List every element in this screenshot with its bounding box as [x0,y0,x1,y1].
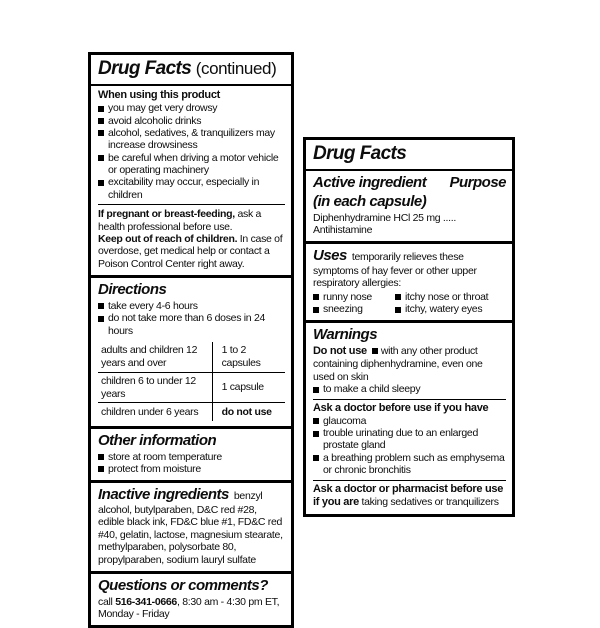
uses-symptoms-grid [313,291,506,316]
bullet-item [98,127,285,152]
bullet-text: a breathing problem such as emphysema or chronic bronchitis [323,451,505,477]
when-using-section [91,86,291,275]
continued-label: (continued) [195,59,277,78]
dose-cell: 1 to 2 capsules [212,342,285,372]
bullet-square-icon [313,307,319,313]
do-not-use-text: with any other product containing diphenhydramine, even one used on skin [313,345,483,383]
ask-pharmacist-paragraph [313,483,506,509]
dose-cell: 1 capsule [212,372,285,403]
questions-heading: Questions or comments? [98,576,268,594]
bullet-square-icon [98,303,104,309]
bullet-text: take every 4-6 hours [108,299,198,312]
bullet-item [98,312,285,337]
warnings-section [306,320,512,514]
bullet-text: to make a child sleepy [323,383,421,396]
bullet-text: itchy, watery eyes [405,303,483,316]
age-group-cell: children 6 to under 12 years [98,372,212,403]
age-group-cell: adults and children 12 years and over [101,344,198,369]
inactive-ingredients-heading: Inactive ingredients [98,486,229,504]
when-using-heading: When using this product [98,89,221,101]
bullet-item [395,291,506,303]
bullet-text: itchy nose or throat [405,290,489,303]
bullet-square-icon [98,155,104,161]
questions-contact-line [98,596,285,621]
other-information-section [91,426,291,481]
pregnancy-warning-text: ask a health professional before use. [98,208,262,233]
bullet-item [313,415,506,427]
bullet-square-icon [372,348,378,354]
ask-doctor-block [313,399,506,477]
pregnancy-warning [98,208,285,233]
active-ingredient-line2: (in each capsule) [313,192,427,210]
bullet-text: alcohol, sedatives, & tranquilizers may increase drowsiness [108,126,275,152]
warnings-heading: Warnings [313,326,378,344]
uses-heading: Uses [313,247,347,265]
bullet-item [395,303,506,315]
keep-out-warning [98,233,285,270]
inactive-ingredients-section [91,480,291,571]
directions-heading: Directions [98,281,167,299]
ingredient-row: Diphenhydramine HCl 25 mg ..... Antihistamine [313,211,457,236]
ask-doctor-heading: Ask a doctor before use if you have [313,401,489,414]
bullet-item [98,115,285,127]
table-row [98,403,285,421]
bullet-square-icon [313,418,319,424]
bullet-item [98,451,285,463]
other-information-heading: Other information [98,431,217,449]
bullet-item [313,427,506,452]
bullet-text: runny nose [323,290,372,303]
ask-pharmacist-text: taking sedatives or tranquilizers [358,495,499,508]
bullet-text: you may get very drowsy [108,102,218,115]
ask-pharmacist-bold: Ask a doctor or pharmacist before use if you are [313,482,504,508]
drug-facts-panel [303,137,515,517]
bullet-square-icon [313,431,319,437]
bullet-item [313,303,395,315]
pregnancy-warning-bold: If pregnant or breast-feeding, [98,208,235,221]
directions-section [91,275,291,426]
left-panel-title [91,55,291,86]
call-hours: , 8:30 am - 4:30 pm ET, Monday - Friday [98,595,280,620]
bullet-item [313,452,506,477]
bullet-square-icon [313,294,319,300]
bullet-text: do not take more than 6 doses in 24 hours [108,312,266,337]
bullet-square-icon [98,466,104,472]
phone-number: 516-341-0666 [115,595,177,608]
do-not-use-paragraph [313,345,506,383]
bullet-square-icon [98,316,104,322]
dose-cell: do not use [212,403,285,421]
bullet-square-icon [98,454,104,460]
bullet-text: be careful when driving a motor vehicle or operating machinery [108,151,279,177]
bullet-square-icon [98,106,104,112]
keep-out-warning-bold: Keep out of reach of children. [98,232,238,245]
drug-facts-title: Drug Facts [313,143,407,164]
drug-facts-title: Drug Facts [98,58,192,79]
bullet-text: excitability may occur, especially in children [108,176,260,201]
bullet-item [98,102,285,114]
uses-section [306,241,512,320]
age-group-cell: children under 6 years [98,403,212,421]
bullet-item [98,152,285,177]
bullet-square-icon [313,387,319,393]
active-ingredient-section [306,171,512,241]
bullet-square-icon [313,455,319,461]
right-panel-title [306,140,512,171]
pregnancy-warning-block [98,204,285,270]
bullet-item [98,463,285,475]
active-ingredient-heading [313,174,426,212]
bullet-item [98,176,285,201]
dosage-table [98,342,285,421]
bullet-square-icon [98,118,104,124]
purpose-heading: Purpose [449,174,506,191]
bullet-text: sneezing [323,303,363,316]
questions-section [91,571,291,626]
bullet-text: glaucoma [323,414,367,427]
bullet-text: protect from moisture [108,462,201,475]
active-ingredient-header-row [313,174,506,212]
uses-text: temporarily relieves these symptoms of hay fever or other upper respiratory allergies: [313,251,477,290]
inactive-ingredients-text: benzyl alcohol, butylparaben, D&C red #28, edible black ink, FD&C blue #1, FD&C red #40, gelatin, lactose, magnesium stearate, methylparaben, polysorbate 80, propylparaben, sodium lauryl sulfate [98,490,283,566]
bullet-item [313,383,506,395]
inactive-ingredients-paragraph [98,486,285,566]
table-row [98,342,285,372]
bullet-item [98,300,285,312]
bullet-text: trouble urinating due to an enlarged prostate gland [323,427,478,452]
keep-out-warning-text: In case of overdose, get medical help or contact a Poison Control Center right away. [98,232,283,270]
do-not-use-bold: Do not use [313,345,367,358]
bullet-square-icon [395,307,401,313]
bullet-square-icon [98,130,104,136]
bullet-square-icon [98,180,104,186]
active-ingredient-line1: Active ingredient [313,174,427,191]
bullet-square-icon [395,294,401,300]
bullet-text: store at room temperature [108,450,222,463]
table-row [98,372,285,403]
bullet-text: avoid alcoholic drinks [108,114,202,127]
uses-paragraph [313,247,506,289]
call-prefix: call [98,595,116,608]
ask-pharmacist-block [313,480,506,509]
bullet-item [313,291,395,303]
drug-facts-continued-panel [88,52,294,628]
